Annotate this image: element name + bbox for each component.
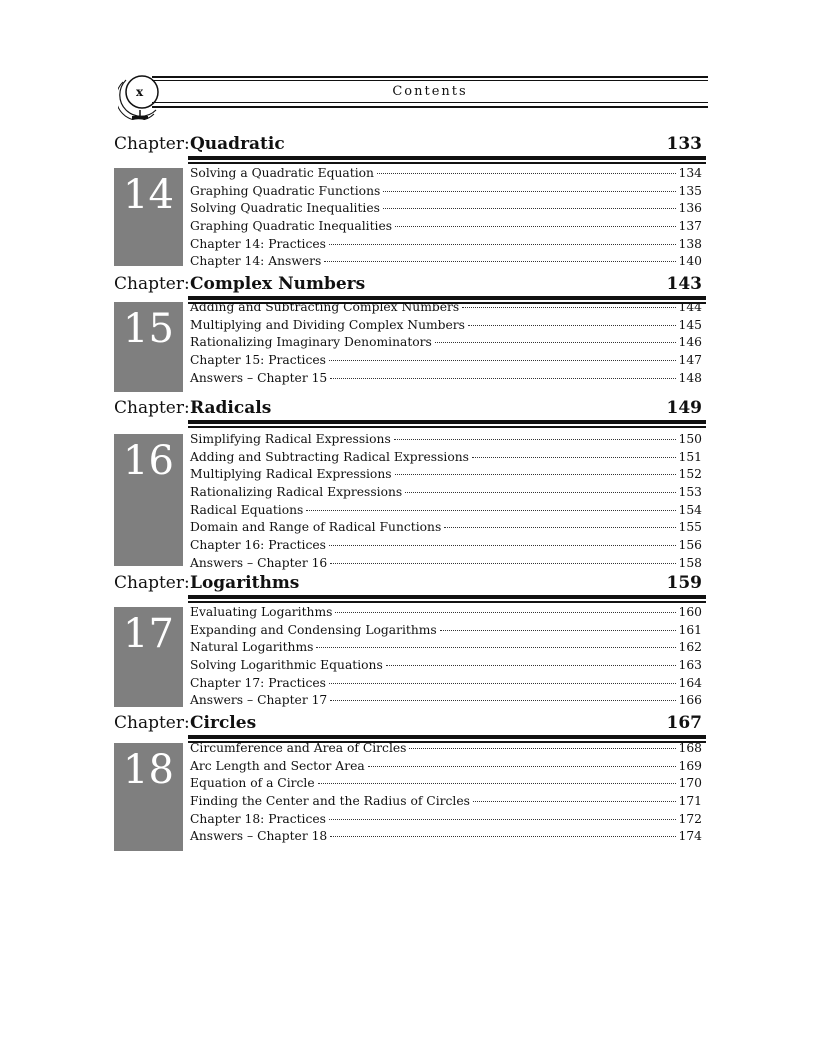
dot-leader [318,783,676,784]
chapter-rule [188,156,706,164]
page-number: x [136,85,144,99]
chapter-heading [114,711,706,735]
header-rule-bottom [152,106,708,108]
toc-entry[interactable] [190,432,702,450]
entry-page: 163 [678,658,702,673]
entry-page: 140 [678,254,702,269]
entry-title: Answers – Chapter 16 [190,555,328,570]
entry-page: 174 [678,829,702,844]
entry-title: Answers – Chapter 15 [190,370,328,385]
dot-leader [330,836,675,837]
toc-entry[interactable] [190,640,702,658]
toc-entry[interactable] [190,300,702,318]
toc-entry[interactable] [190,318,702,336]
chapter-number-box [114,434,183,566]
toc-entry[interactable] [190,485,702,503]
chapter-rule [188,595,706,603]
entry-title: Solving Quadratic Inequalities [190,201,380,216]
entry-page: 152 [678,467,702,482]
toc-entry[interactable] [190,829,702,847]
entry-title: Rationalizing Radical Expressions [190,485,403,500]
toc-entry[interactable] [190,371,702,389]
toc-entry[interactable] [190,503,702,521]
entry-page: 153 [678,485,702,500]
entry-page: 162 [678,640,702,655]
entry-title: Equation of a Circle [190,776,315,791]
chapter-number: 16 [123,438,174,484]
chapter-heading [114,132,706,156]
dot-leader [329,360,676,361]
dot-leader [472,457,676,458]
page-header [112,70,708,120]
dot-leader [395,226,675,227]
entry-page: 158 [678,555,702,570]
entry-page: 145 [678,317,702,332]
chapter-title[interactable]: Complex Numbers [190,274,366,294]
chapter-page: 167 [666,713,702,733]
dot-leader [440,630,676,631]
dot-leader [306,510,675,511]
dot-leader [468,325,676,326]
dot-leader [444,527,675,528]
dot-leader [405,492,675,493]
chapter-15 [114,272,706,392]
entry-title: Chapter 15: Practices [190,353,326,368]
chapter-number: 17 [123,611,174,657]
entry-title: Simplifying Radical Expressions [190,432,391,446]
toc-entry[interactable] [190,693,702,711]
chapter-page: 143 [666,274,702,294]
toc-entry[interactable] [190,759,702,777]
dot-leader [395,474,676,475]
entry-title: Circumference and Area of Circles [190,741,407,755]
entry-title: Adding and Subtracting Radical Expressions [190,449,469,464]
toc-entry[interactable] [190,237,702,255]
dot-leader [368,766,676,767]
entry-page: 172 [678,811,702,826]
dot-leader [330,700,675,701]
entry-page: 154 [678,502,702,517]
dot-leader [394,439,676,440]
entry-title: Chapter 14: Practices [190,236,326,251]
chapter-entries [190,605,702,711]
chapter-page: 159 [666,573,702,593]
chapter-number: 14 [123,172,174,218]
entry-page: 164 [678,675,702,690]
entry-page: 168 [678,741,702,755]
toc-entry[interactable] [190,538,702,556]
entry-title: Graphing Quadratic Inequalities [190,219,393,234]
chapter-label: Chapter: [114,134,190,154]
entry-title: Chapter 16: Practices [190,538,326,553]
entry-title: Arc Length and Sector Area [190,758,365,773]
toc-entry[interactable] [190,166,702,184]
entry-page: 144 [678,300,702,314]
entry-page: 135 [678,183,702,198]
entry-page: 160 [678,605,702,619]
dot-leader [386,665,676,666]
entry-title: Answers – Chapter 18 [190,829,328,844]
toc-entry[interactable] [190,741,702,759]
chapter-number-box [114,302,183,392]
toc-entry[interactable] [190,335,702,353]
chapter-number: 18 [123,747,174,793]
entry-title: Chapter 17: Practices [190,675,326,690]
entry-page: 146 [678,335,702,350]
chapter-title[interactable]: Circles [190,713,257,733]
chapter-entries [190,741,702,847]
entry-title: Solving a Quadratic Equation [190,166,374,180]
entry-page: 169 [678,758,702,773]
toc-entry[interactable] [190,467,702,485]
entry-title: Domain and Range of Radical Functions [190,520,442,535]
chapter-label: Chapter: [114,398,190,418]
dot-leader [383,191,675,192]
chapter-14 [114,132,706,269]
dot-leader [473,801,676,802]
chapter-entries [190,432,702,574]
dot-leader [383,208,676,209]
entry-page: 155 [678,520,702,535]
chapter-heading [114,571,706,595]
entry-title: Answers – Chapter 17 [190,693,328,708]
entry-page: 170 [678,776,702,791]
entry-title: Adding and Subtracting Complex Numbers [190,300,460,314]
chapter-page: 149 [666,398,702,418]
chapter-label: Chapter: [114,713,190,733]
chapter-number-box [114,607,183,707]
entry-title: Evaluating Logarithms [190,605,333,619]
toc-entry[interactable] [190,201,702,219]
entry-title: Radical Equations [190,502,304,517]
dot-leader [329,244,676,245]
header-rule-top-thin [152,80,708,81]
chapter-label: Chapter: [114,573,190,593]
entry-page: 148 [678,370,702,385]
chapter-18 [114,711,706,851]
entry-title: Graphing Quadratic Functions [190,183,381,198]
entry-page: 134 [678,166,702,180]
header-rule-bottom-thin [152,102,708,103]
dot-leader [462,307,675,308]
entry-page: 136 [678,201,702,216]
dot-leader [316,647,675,648]
entry-title: Chapter 18: Practices [190,811,326,826]
toc-entry[interactable] [190,219,702,237]
entry-page: 150 [678,432,702,446]
entry-page: 166 [678,693,702,708]
header-rule-top [152,76,708,78]
page-title: Contents [392,84,468,99]
toc-entry[interactable] [190,776,702,794]
dot-leader [329,819,676,820]
entry-title: Solving Logarithmic Equations [190,658,383,673]
dot-leader [377,173,676,174]
chapter-16 [114,396,706,570]
entry-page: 161 [678,622,702,637]
dot-leader [330,563,675,564]
entry-title: Rationalizing Imaginary Denominators [190,335,432,350]
toc-entry[interactable] [190,623,702,641]
chapter-title[interactable]: Quadratic [190,134,285,154]
dot-leader [435,342,676,343]
toc-entry[interactable] [190,812,702,830]
chapter-number: 15 [123,306,174,352]
entry-title: Chapter 14: Answers [190,254,322,269]
dot-leader [329,545,676,546]
chapter-page: 133 [666,134,702,154]
chapter-heading [114,396,706,420]
toc-entry[interactable] [190,184,702,202]
entry-title: Expanding and Condensing Logarithms [190,622,437,637]
entry-page: 156 [678,538,702,553]
entry-page: 138 [678,236,702,251]
toc-entry[interactable] [190,353,702,371]
entry-title: Natural Logarithms [190,640,314,655]
chapter-rule [188,420,706,428]
toc-entry[interactable] [190,605,702,623]
chapter-heading [114,272,706,296]
dot-leader [335,612,675,613]
toc-entry[interactable] [190,794,702,812]
toc-entry[interactable] [190,676,702,694]
dot-leader [324,261,675,262]
entry-title: Multiplying and Dividing Complex Numbers [190,317,465,332]
chapter-title[interactable]: Radicals [190,398,272,418]
toc-entry[interactable] [190,658,702,676]
chapter-title[interactable]: Logarithms [190,573,300,593]
chapter-entries [190,166,702,272]
toc-entry[interactable] [190,254,702,272]
entry-page: 147 [678,353,702,368]
entry-page: 137 [678,219,702,234]
toc-entry[interactable] [190,520,702,538]
chapter-label: Chapter: [114,274,190,294]
dot-leader [329,683,676,684]
dot-leader [330,378,675,379]
dot-leader [409,748,675,749]
chapter-17 [114,571,706,707]
entry-title: Finding the Center and the Radius of Circles [190,794,470,809]
entry-title: Multiplying Radical Expressions [190,467,392,482]
toc-entry[interactable] [190,450,702,468]
entry-page: 171 [678,794,702,809]
chapter-number-box [114,168,183,266]
entry-page: 151 [678,449,702,464]
chapter-entries [190,300,702,388]
chapter-number-box [114,743,183,851]
